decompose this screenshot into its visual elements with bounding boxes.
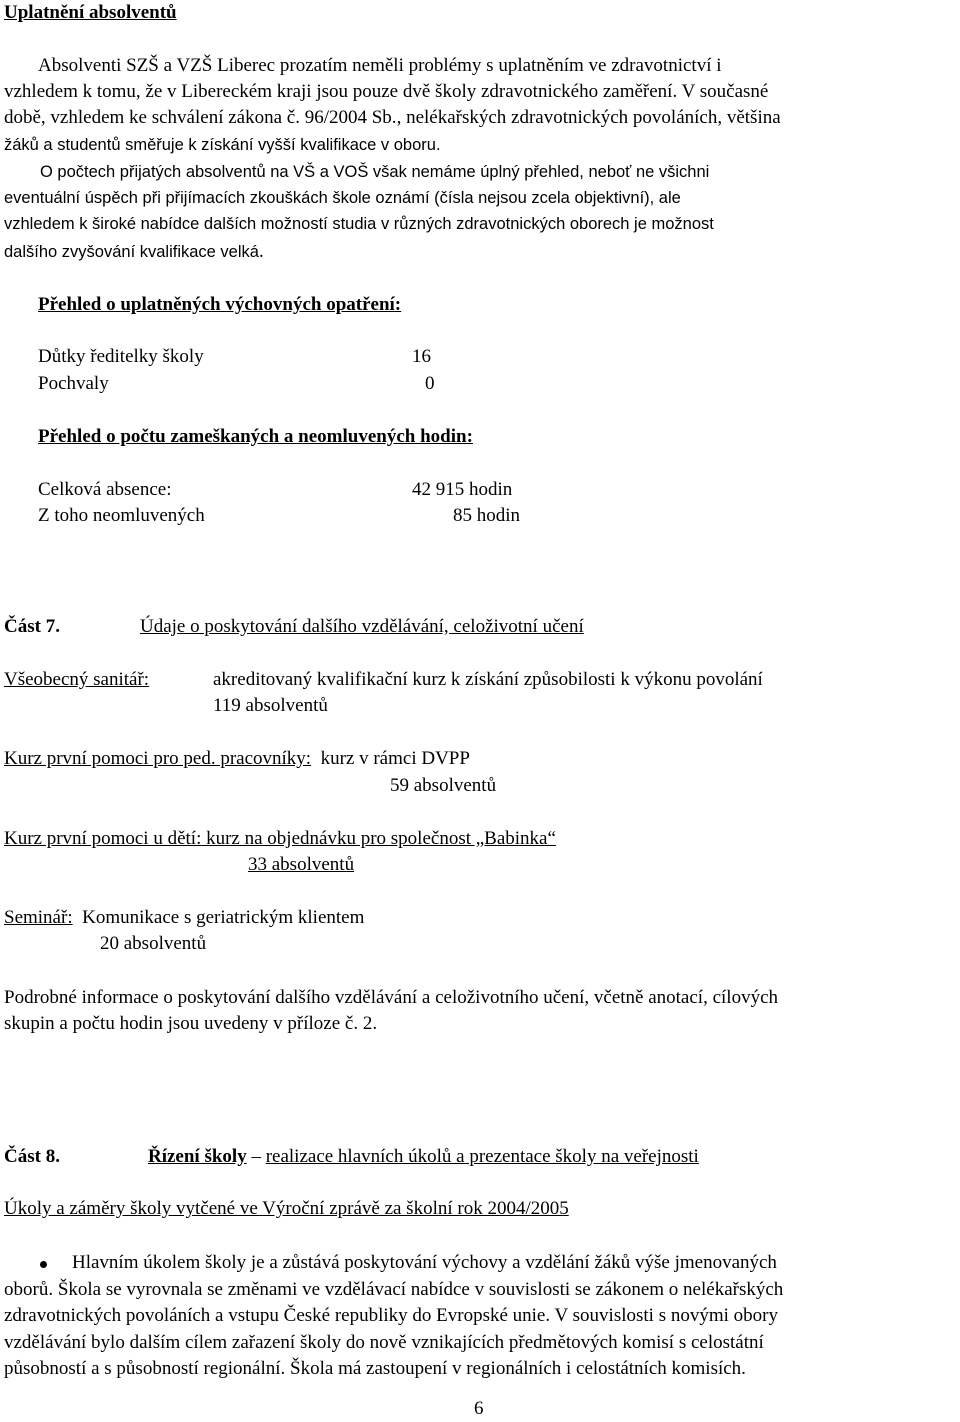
cast7-title: Údaje o poskytování dalšího vzdělávání, celoživotní učení [140, 616, 584, 637]
item-sanitar-line1: akreditovaný kvalifikační kurz k získání způsobilosti k výkonu povolání [213, 669, 763, 690]
section-heading-uplatneni: Uplatnění absolventů [4, 2, 177, 23]
cast7-note-line2: skupin a počtu hodin jsou uvedeny v příloze č. 2. [4, 1013, 378, 1034]
para2-line4-end: . [258, 241, 264, 262]
item-ped-line2: 59 absolventů [390, 775, 497, 796]
item-ped-row [4, 748, 470, 770]
cast8-subheading: Úkoly a záměry školy vytčené ve Výroční zprávě za školní rok 2004/2005 [4, 1198, 569, 1219]
para1-line1: Absolventi SZŠ a VZŠ Liberec prozatím neměli problémy s uplatněním ve zdravotnictví i [38, 55, 722, 76]
absence-row-label: Z toho neomluvených [38, 505, 205, 526]
bullet-line1: Hlavním úkolem školy je a zůstává poskytování výchovy a vzdělání žáků výše jmenovaných [72, 1252, 777, 1273]
item-deti-row [4, 828, 556, 850]
para2-line3: vzhledem k široké nabídce dalších možností studia v různých zdravotnických oborech je možnost [4, 215, 714, 233]
cast7-label: Část 7. [4, 616, 60, 637]
item-ped-line1: kurz v rámci DVPP [320, 748, 470, 769]
para2-line4-text: dalšího zvyšování kvalifikace velká [4, 243, 259, 261]
page-number: 6 [474, 1398, 484, 1419]
para1-line4: žáků a studentů směřuje k získání vyšší kvalifikace v oboru. [4, 136, 441, 154]
cast8-label: Část 8. [4, 1146, 60, 1167]
item-seminar-label: Seminář: [4, 907, 73, 928]
item-deti-label: Kurz první pomoci u dětí: [4, 828, 202, 849]
para1-line3 [4, 107, 781, 129]
item-seminar-line1: Komunikace s geriatrickým klientem [82, 907, 365, 928]
cast8-title-dash: – [251, 1146, 261, 1167]
cast8-title-a: Řízení školy [148, 1146, 247, 1167]
bullet-line5: působností a s působností regionální. Škola má zastoupení v regionálních i celostátních komisích. [4, 1358, 746, 1379]
item-deti-line1: kurz na objednávku pro společnost „Babinka“ [201, 828, 556, 849]
item-seminar-line2: 20 absolventů [100, 933, 207, 954]
item-seminar-row [4, 907, 364, 929]
cast8-title [148, 1146, 699, 1168]
para2-line4 [4, 241, 264, 263]
absence-row-value: 42 915 hodin [412, 479, 513, 500]
para2-line1: O počtech přijatých absolventů na VŠ a VOŠ však nemáme úplný přehled, neboť ne všichni [40, 163, 710, 181]
opatreni-row-value: 16 [412, 346, 431, 367]
bullet-dot [40, 1261, 47, 1268]
item-sanitar-label: Všeobecný sanitář: [4, 669, 150, 690]
para1-line2: vzhledem k tomu, že v Libereckém kraji jsou pouze dvě školy zdravotnického zaměření. V současné [4, 81, 769, 102]
opatreni-row-label: Pochvaly [38, 373, 109, 394]
item-deti-line2 [248, 854, 354, 876]
heading-opatreni: Přehled o uplatněných výchovných opatření: [38, 294, 402, 315]
para2-line2: eventuální úspěch při přijímacích zkouškách škole oznámí (čísla nejsou zcela objektivní), ale [4, 189, 681, 207]
absence-row-value: 85 hodin [453, 505, 521, 526]
cast8-title-b: realizace hlavních úkolů a prezentace školy na veřejnosti [265, 1146, 699, 1167]
item-ped-label: Kurz první pomoci pro ped. pracovníky: [4, 748, 312, 769]
bullet-line4: vzdělávání bylo dalším cílem zařazení školy do nově vznikajících předmětových komisí s celostátní [4, 1332, 764, 1353]
item-sanitar-line2: 119 absolventů [213, 695, 328, 716]
opatreni-row-label: Důtky ředitelky školy [38, 346, 204, 367]
para1-line3-b: , nelékařských zdravotnických povoláních, většina [396, 107, 781, 128]
heading-absence: Přehled o počtu zameškaných a neomluvených hodin: [38, 426, 473, 447]
cast7-note-line1: Podrobné informace o poskytování dalšího vzdělávání a celoživotního učení, včetně anotací, cílových [4, 987, 778, 1008]
absence-row-label: Celková absence: [38, 479, 172, 500]
bullet-line2: oborů. Škola se vyrovnala se změnami ve vzdělávací nabídce v souvislosti se zákonem o nelékařských [4, 1279, 784, 1300]
opatreni-row-value: 0 [425, 373, 435, 394]
bullet-line3: zdravotnických povoláních a vstupu České republiky do Evropské unie. V souvislosti s novými obory [4, 1305, 778, 1326]
item-deti-line2-text: 33 absolventů [248, 854, 355, 875]
para1-line3-a: době, vzhledem ke schválení zákona č. 96/2004 Sb. [4, 107, 397, 128]
